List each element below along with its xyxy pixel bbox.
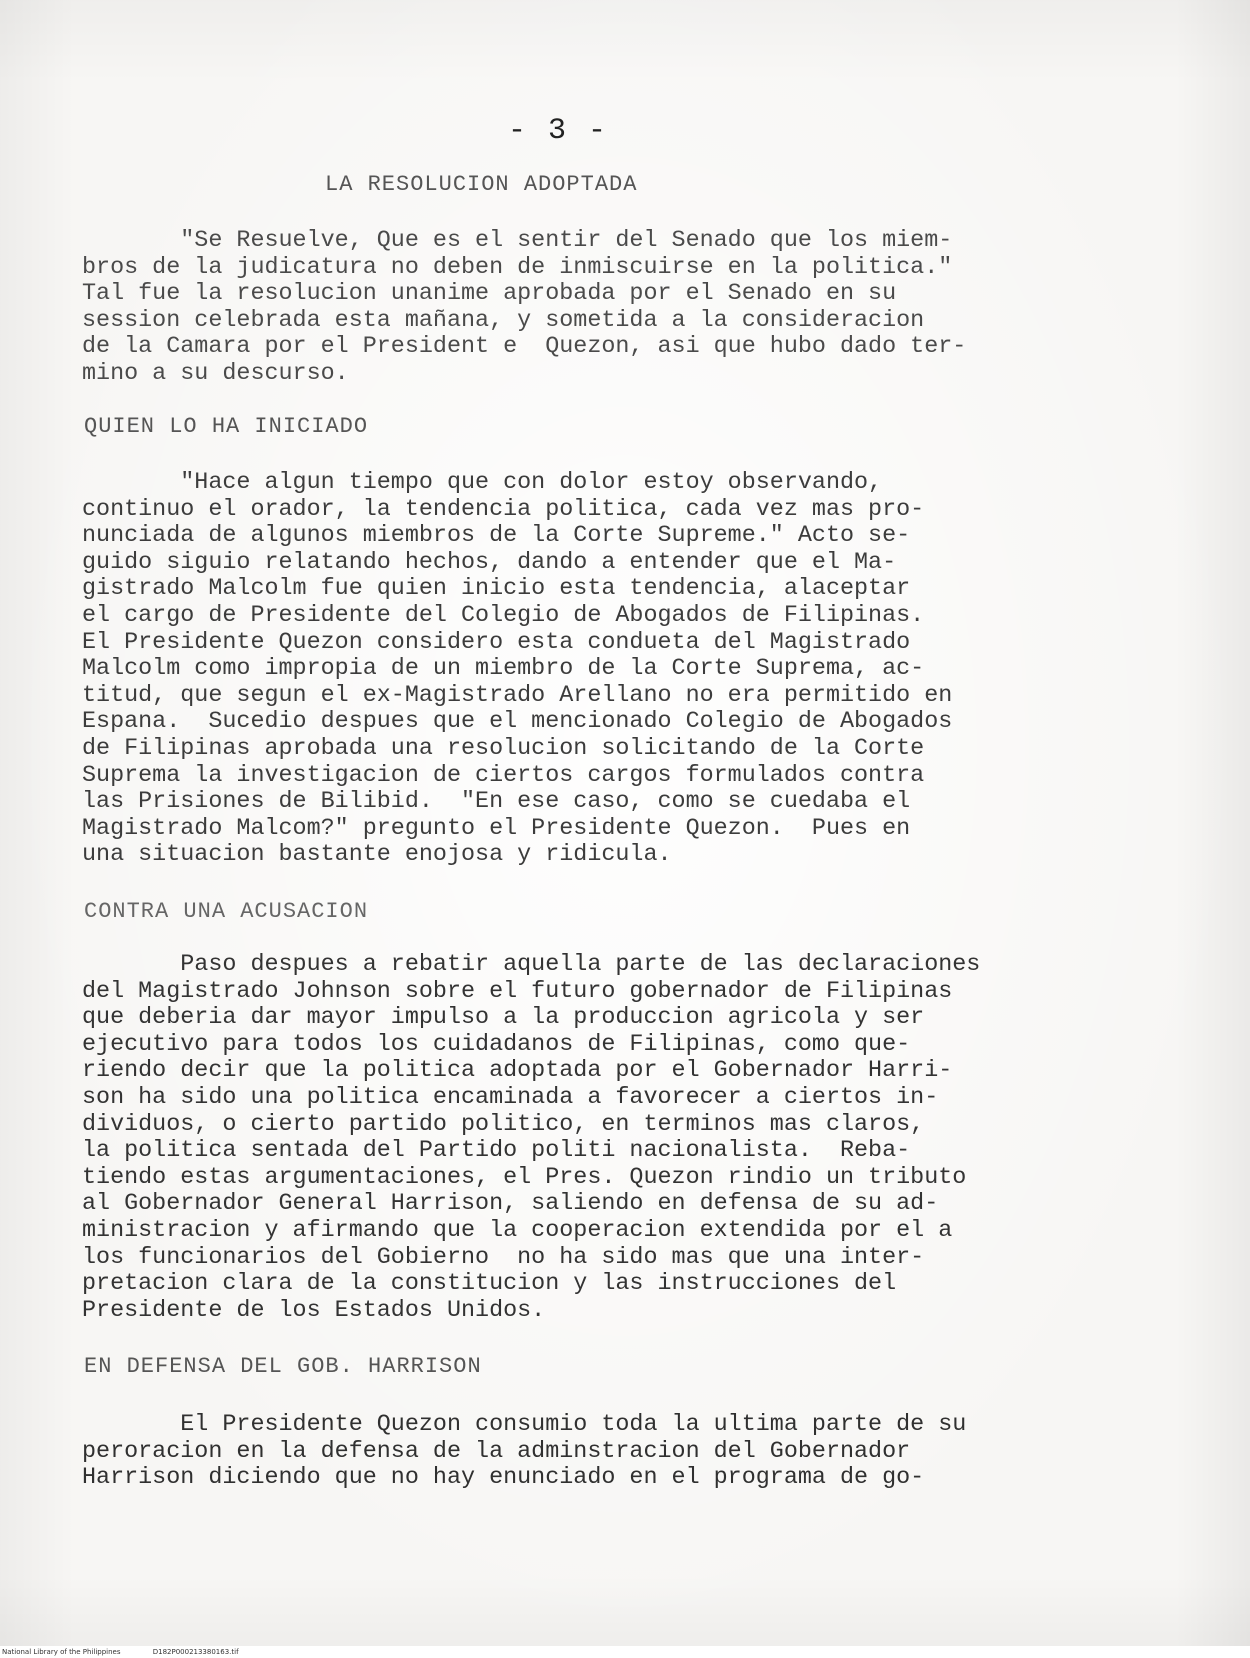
- text-line: titud, que segun el ex-Magistrado Arellano no era permitido en: [82, 682, 953, 709]
- text-line: "Hace algun tiempo que con dolor estoy observando,: [82, 470, 883, 496]
- paragraph-resolucion: [82, 228, 1162, 388]
- text-line: Magistrado Malcom?" pregunto el Presidente Quezon. Pues en: [82, 815, 911, 842]
- section-heading-defensa: EN DEFENSA DEL GOB. HARRISON: [84, 1354, 482, 1379]
- text-line: pretacion clara de la constitucion y las instrucciones del: [82, 1271, 897, 1298]
- paragraph-defensa: [82, 1412, 1162, 1492]
- text-line: ejecutivo para todos los cuidadanos de Filipinas, como que-: [82, 1031, 911, 1058]
- text-line: una situacion bastante enojosa y ridicula.: [82, 842, 672, 869]
- section-heading-resolucion: LA RESOLUCION ADOPTADA: [325, 172, 638, 197]
- paragraph-acusacion: [82, 952, 1162, 1324]
- text-line: Suprema la investigacion de ciertos cargos formulados contra: [82, 762, 925, 789]
- text-line: los funcionarios del Gobierno no ha sido mas que una inter-: [82, 1244, 925, 1271]
- section-heading-iniciado: QUIEN LO HA INICIADO: [84, 414, 369, 439]
- scan-footer: [0, 1646, 1250, 1658]
- text-line: El Presidente Quezon consumio toda la ultima parte de su: [82, 1412, 967, 1438]
- text-line: del Magistrado Johnson sobre el futuro gobernador de Filipinas: [82, 978, 953, 1005]
- text-line: que deberia dar mayor impulso a la produccion agricola y ser: [82, 1005, 925, 1032]
- text-line: las Prisiones de Bilibid. "En ese caso, como se cuedaba el: [82, 789, 911, 816]
- text-line: Malcolm como impropia de un miembro de la Corte Suprema, ac-: [82, 656, 925, 683]
- text-line: nunciada de algunos miembros de la Corte Supreme." Acto se-: [82, 523, 911, 550]
- text-line: son ha sido una politica encaminada a favorecer a ciertos in-: [82, 1084, 939, 1111]
- paragraph-iniciado: [82, 470, 1162, 869]
- text-line: la politica sentada del Partido politi nacionalista. Reba-: [82, 1138, 911, 1165]
- text-line: bros de la judicatura no deben de inmiscuirse en la politica.": [82, 254, 953, 281]
- footer-library: National Library of the Philippines: [2, 1648, 121, 1656]
- footer-file: D182P000213380163.tif: [152, 1648, 239, 1656]
- text-line: continuo el orador, la tendencia politica, cada vez mas pro-: [82, 496, 925, 523]
- text-line: Harrison diciendo que no hay enunciado en el programa de go-: [82, 1465, 925, 1492]
- page-number: - 3 -: [508, 114, 609, 148]
- text-line: session celebrada esta mañana, y sometida a la consideracion: [82, 307, 925, 334]
- text-line: al Gobernador General Harrison, saliendo en defensa de su ad-: [82, 1191, 939, 1218]
- text-line: Tal fue la resolucion unanime aprobada por el Senado en su: [82, 281, 897, 308]
- text-line: de Filipinas aprobada una resolucion solicitando de la Corte: [82, 735, 925, 762]
- text-line: riendo decir que la politica adoptada por el Gobernador Harri-: [82, 1058, 953, 1085]
- text-line: peroracion en la defensa de la adminstracion del Gobernador: [82, 1438, 911, 1465]
- text-line: "Se Resuelve, Que es el sentir del Senado que los miem-: [82, 228, 953, 254]
- text-line: el cargo de Presidente del Colegio de Abogados de Filipinas.: [82, 602, 925, 629]
- text-line: mino a su descurso.: [82, 360, 349, 387]
- text-line: tiendo estas argumentaciones, el Pres. Quezon rindio un tributo: [82, 1164, 967, 1191]
- text-line: Presidente de los Estados Unidos.: [82, 1297, 546, 1324]
- text-line: dividuos, o cierto partido politico, en terminos mas claros,: [82, 1111, 925, 1138]
- text-line: guido siguio relatando hechos, dando a entender que el Ma-: [82, 549, 897, 576]
- text-line: ministracion y afirmando que la cooperacion extendida por el a: [82, 1217, 953, 1244]
- text-line: Paso despues a rebatir aquella parte de las declaraciones: [82, 952, 981, 978]
- section-heading-acusacion: CONTRA UNA ACUSACION: [84, 899, 369, 924]
- text-line: El Presidente Quezon considero esta condueta del Magistrado: [82, 629, 911, 656]
- text-line: gistrado Malcolm fue quien inicio esta tendencia, alaceptar: [82, 576, 911, 603]
- text-line: Espana. Sucedio despues que el mencionado Colegio de Abogados: [82, 709, 953, 736]
- text-line: de la Camara por el President e Quezon, asi que hubo dado ter-: [82, 334, 967, 361]
